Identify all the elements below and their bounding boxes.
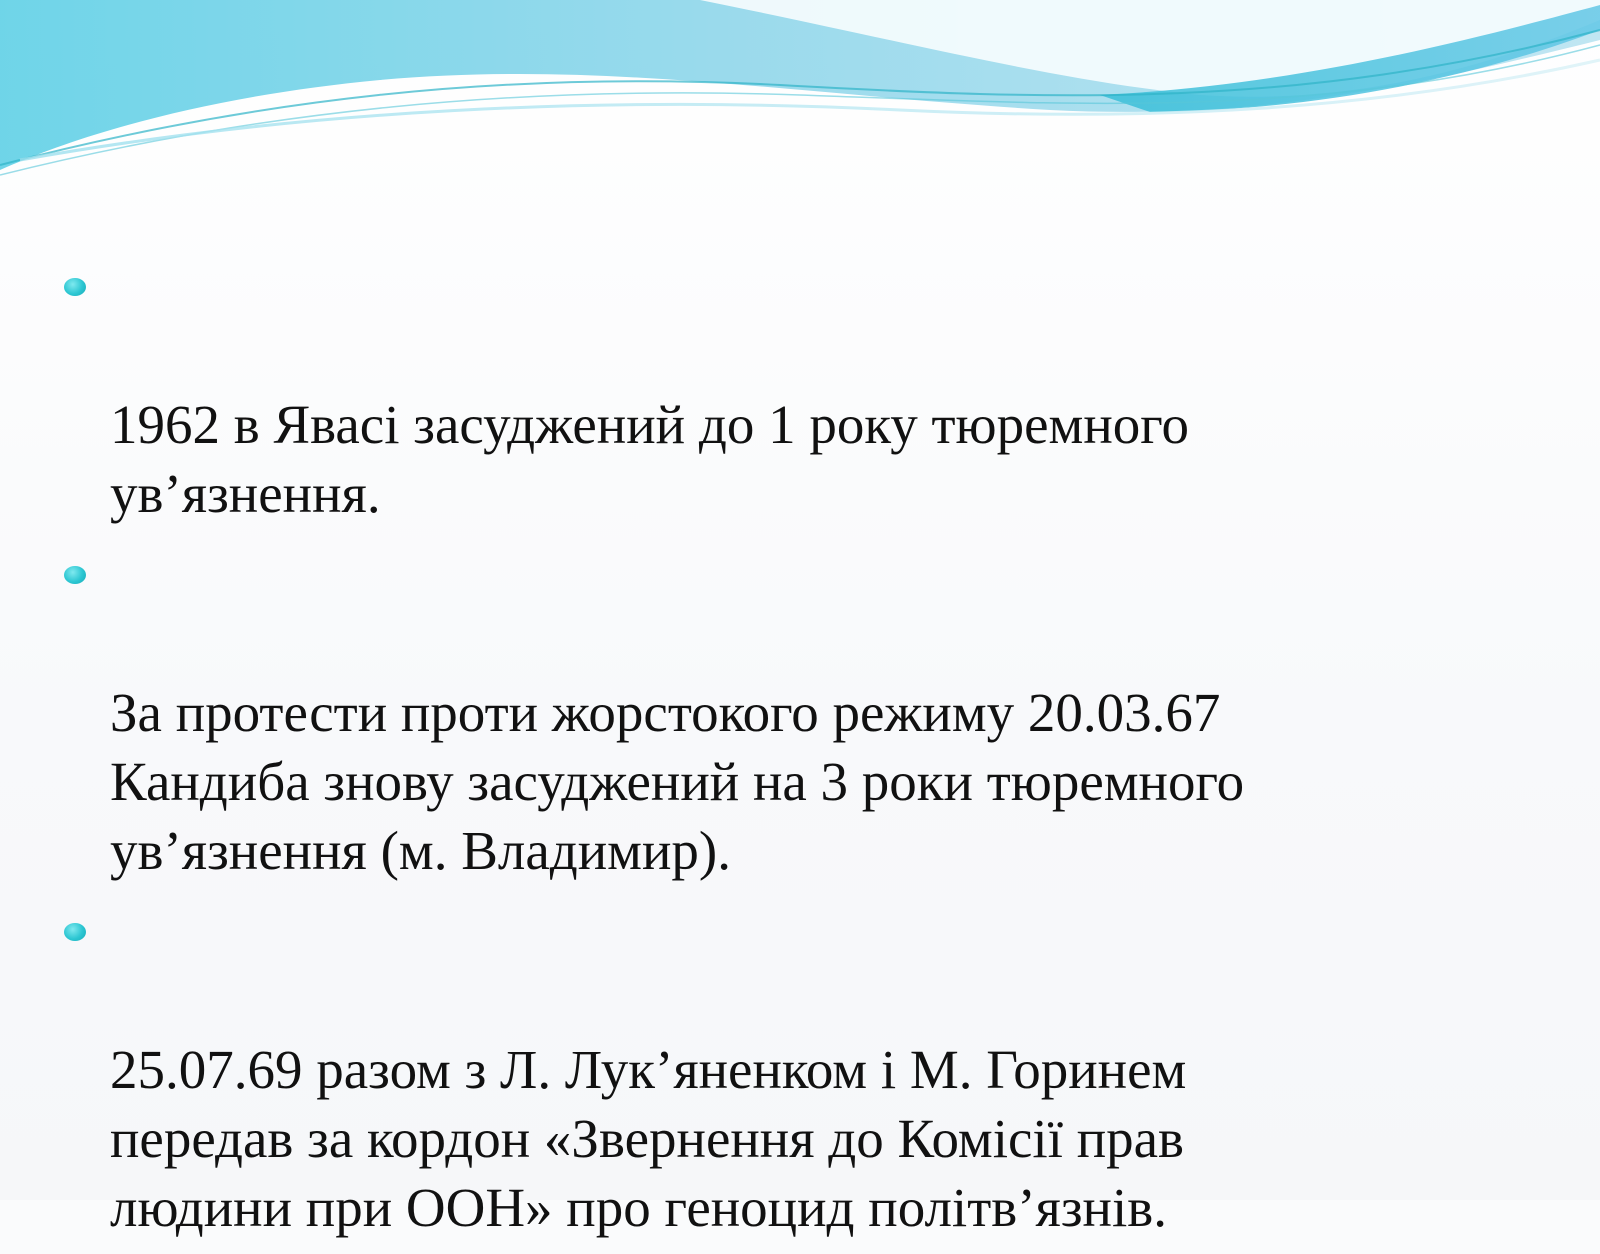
- bullet-list: [64, 252, 1504, 1254]
- bullet-text: 25.07.69 разом з Л. Лук’яненком і М. Горинем передав за кордон «Звернення до Комісії прав людини при ООН» про геноцид політв’язнів.: [110, 1039, 1187, 1238]
- bullet-marker: [64, 566, 86, 584]
- bullet-marker: [64, 278, 86, 296]
- bullet-item: [64, 897, 1504, 1242]
- bullet-item: [64, 252, 1504, 528]
- bullet-text: За протести проти жорстокого режиму 20.03.67 Кандиба знову засуджений на 3 роки тюремного ув’язнення (м. Владимир).: [110, 682, 1245, 881]
- bullet-text: 1962 в Явасі засуджений до 1 року тюремного ув’язнення.: [110, 394, 1189, 524]
- wave-header-decoration: [0, 0, 1600, 190]
- bullet-item: [64, 540, 1504, 885]
- bullet-marker: [64, 923, 86, 941]
